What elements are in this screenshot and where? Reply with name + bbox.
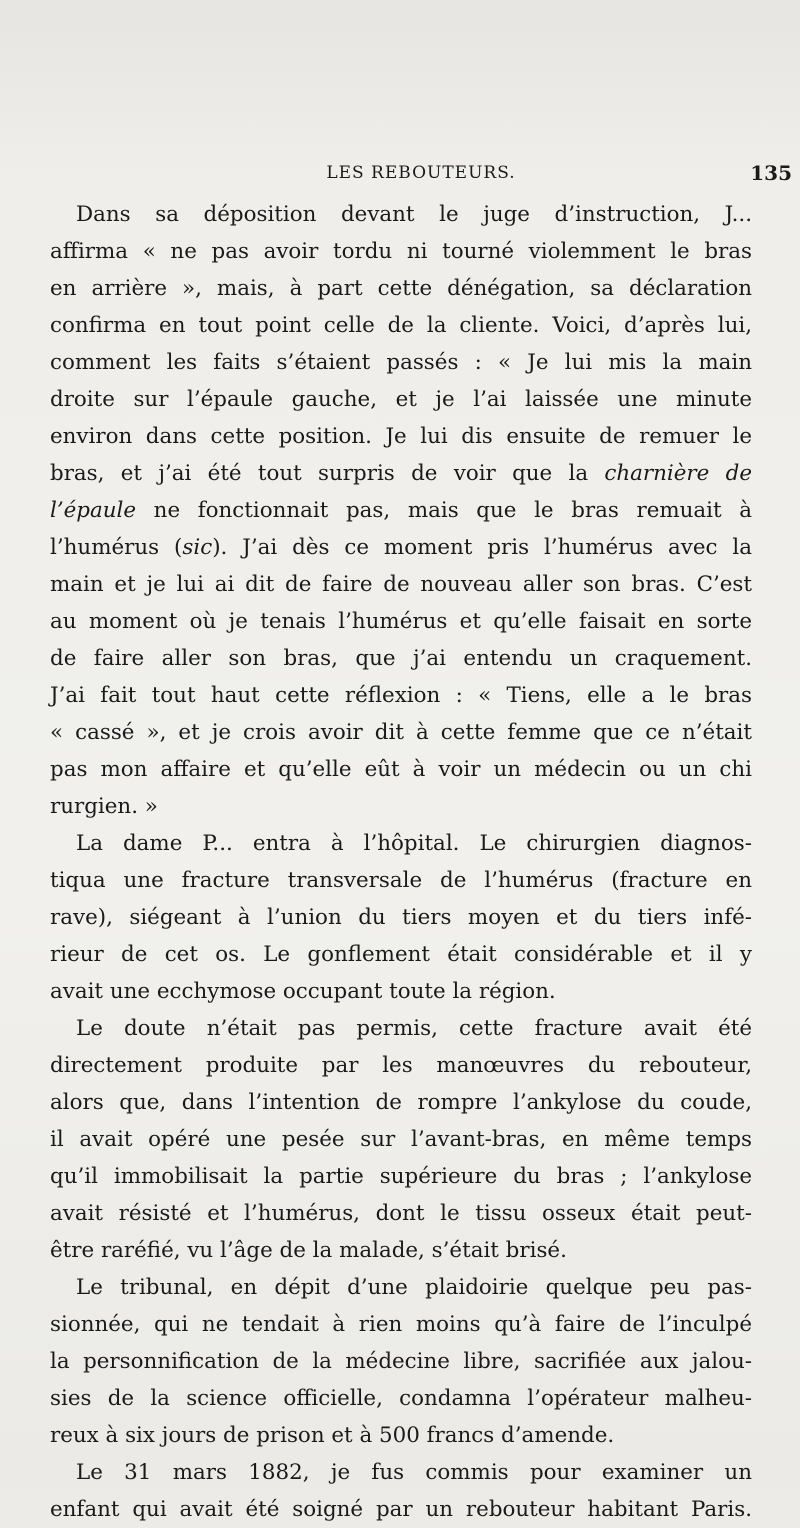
- text-line: Le doute n’était pas permis, cette fracture avait été: [76, 1016, 752, 1041]
- text-line: Dans sa déposition devant le juge d’instruction, J...: [76, 202, 752, 227]
- text-line: en arrière », mais, à part cette dénégation, sa déclaration: [50, 276, 752, 301]
- text-line: droite sur l’épaule gauche, et je l’ai laissée une minute: [50, 387, 752, 412]
- text-line: enfant qui avait été soigné par un rebouteur habitant Paris.: [50, 1497, 752, 1522]
- italic-text: charnière de: [604, 461, 752, 486]
- text-line: J’ai fait tout haut cette réflexion : « Tiens, elle a le bras: [50, 683, 752, 708]
- text-line: au moment où je tenais l’humérus et qu’elle faisait en sorte: [50, 609, 752, 634]
- text-line: l’humérus (sic). J’ai dès ce moment pris l’humérus avec la: [50, 535, 752, 560]
- running-title: LES REBOUTEURS.: [326, 163, 516, 183]
- page-number: 135: [750, 161, 792, 185]
- text-line: affirma « ne pas avoir tordu ni tourné violemment le bras: [50, 239, 752, 264]
- text-line: comment les faits s’étaient passés : « Je lui mis la main: [50, 350, 752, 375]
- text-line: confirma en tout point celle de la cliente. Voici, d’après lui,: [50, 313, 752, 338]
- text-line: qu’il immobilisait la partie supérieure du bras ; l’ankylose: [50, 1164, 752, 1189]
- text-line: pas mon affaire et qu’elle eût à voir un médecin ou un chi: [50, 757, 752, 782]
- body-text: [50, 196, 752, 1528]
- text-line: main et je lui ai dit de faire de nouveau aller son bras. C’est: [50, 572, 752, 597]
- italic-text: l’épaule: [50, 498, 137, 523]
- text-line: sies de la science officielle, condamna l’opérateur malheu-: [50, 1386, 752, 1411]
- text-line: rave), siégeant à l’union du tiers moyen et du tiers infé-: [50, 905, 752, 930]
- text-line: Le 31 mars 1882, je fus commis pour examiner un: [76, 1460, 752, 1485]
- text-line: de faire aller son bras, que j’ai entendu un craquement.: [50, 646, 752, 671]
- text-line: environ dans cette position. Je lui dis ensuite de remuer le: [50, 424, 752, 449]
- text-line: être raréfié, vu l’âge de la malade, s’était brisé.: [50, 1238, 567, 1263]
- text-line: tiqua une fracture transversale de l’humérus (fracture en: [50, 868, 752, 893]
- text-line: l’épaule ne fonctionnait pas, mais que le bras remuait à: [50, 498, 752, 523]
- text-line: bras, et j’ai été tout surpris de voir que la charnière de: [50, 461, 752, 486]
- text-line: avait résisté et l’humérus, dont le tissu osseux était peut-: [50, 1201, 752, 1226]
- text-line: Le tribunal, en dépit d’une plaidoirie quelque peu pas-: [76, 1275, 752, 1300]
- text-line: alors que, dans l’intention de rompre l’ankylose du coude,: [50, 1090, 752, 1115]
- page-header: [50, 158, 792, 188]
- text-line: avait une ecchymose occupant toute la région.: [50, 979, 556, 1004]
- text-line: rurgien. »: [50, 794, 158, 819]
- text-line: il avait opéré une pesée sur l’avant-bras, en même temps: [50, 1127, 752, 1152]
- text-line: « cassé », et je crois avoir dit à cette femme que ce n’était: [50, 720, 752, 745]
- text-line: La dame P... entra à l’hôpital. Le chirurgien diagnos-: [76, 831, 752, 856]
- text-line: la personnification de la médecine libre, sacrifiée aux jalou-: [50, 1349, 752, 1374]
- text-line: directement produite par les manœuvres du rebouteur,: [50, 1053, 752, 1078]
- text-line: sionnée, qui ne tendait à rien moins qu’à faire de l’inculpé: [50, 1312, 752, 1337]
- italic-text: sic: [182, 535, 213, 560]
- text-line: rieur de cet os. Le gonflement était considérable et il y: [50, 942, 752, 967]
- text-line: reux à six jours de prison et à 500 francs d’amende.: [50, 1423, 615, 1448]
